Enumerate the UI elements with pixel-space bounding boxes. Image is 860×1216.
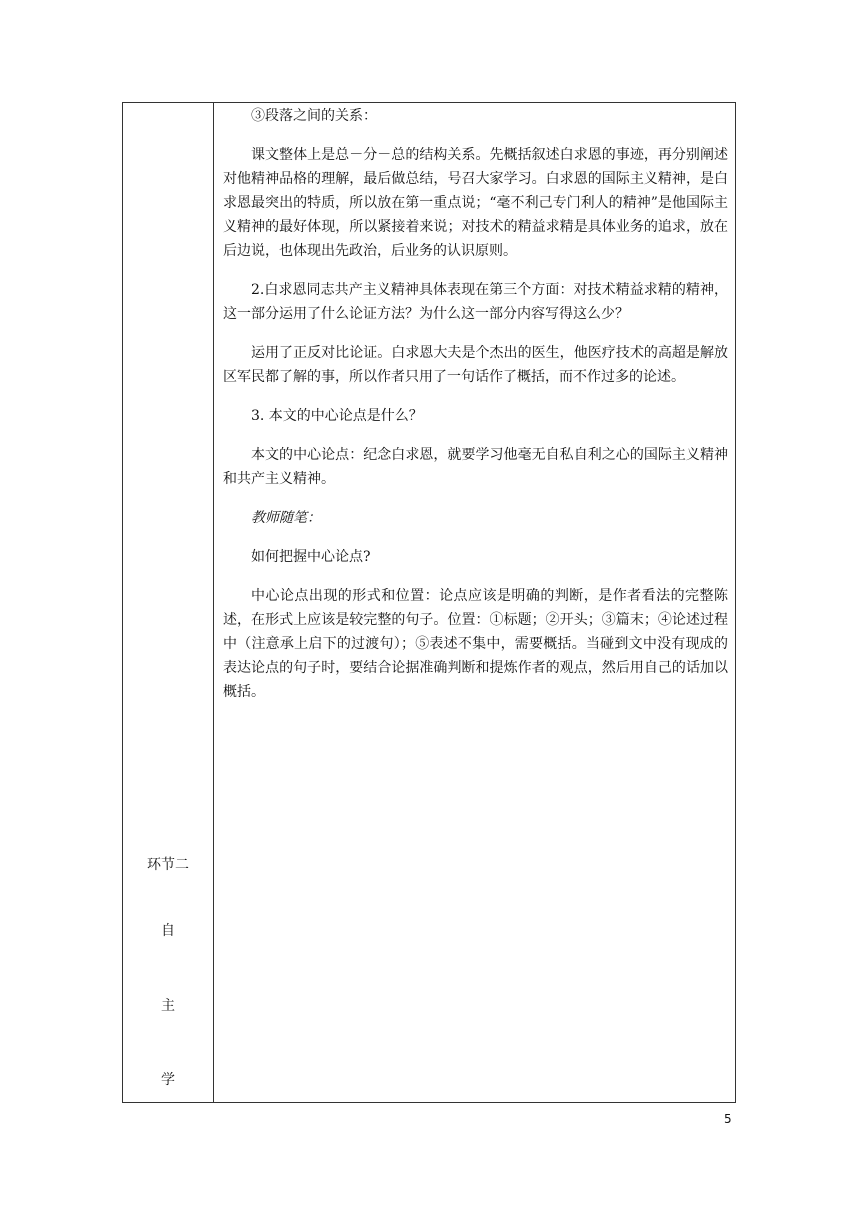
answer-3: 本文的中心论点：纪念白求恩，就要学习他毫无自私自利之心的国际主义精神和共产主义精神。 — [223, 447, 728, 487]
side-label-char-1: 自 — [161, 923, 175, 939]
side-label-char-2: 主 — [161, 998, 175, 1014]
paragraph-structure: 课文整体上是总－分－总的结构关系。先概括叙述白求恩的事迹，再分别阐述对他精神品格的理解，最后做总结，号召大家学习。白求恩的国际主义精神，是白求恩最突出的特质，所以放在第一重点说；“毫不利己专门利人的精神”是他国际主义精神的最好体现，所以紧接着来说；对技术的精益求精是具体业务的追求，放在后边说，也体现出先政治，后业务的认识原则。 — [223, 147, 728, 259]
page-number: 5 — [724, 1112, 732, 1126]
answer-2: 运用了正反对比论证。白求恩大夫是个杰出的医生，他医疗技术的高超是解放区军民都了解的事，所以作者只用了一句话作了概括，而不作过多的论述。 — [223, 345, 728, 385]
notes-answer: 中心论点出现的形式和位置：论点应该是明确的判断，是作者看法的完整陈述，在形式上应该是较完整的句子。位置：①标题；②开头；③篇末；④论述过程中（注意承上启下的过渡句）；⑤表述不集中，需要概括。当碰到文中没有现成的表达论点的句子时，要结合论据准确判断和提炼作者的观点，然后用自己的话加以概括。 — [223, 588, 728, 700]
side-label-section: 环节二 — [147, 857, 189, 873]
content-cell — [214, 103, 735, 704]
section-heading: ③段落之间的关系： — [251, 108, 377, 124]
lesson-table — [122, 102, 736, 1103]
notes-question: 如何把握中心论点? — [251, 549, 371, 565]
teacher-notes-label: 教师随笔： — [251, 510, 321, 526]
question-2: 2.白求恩同志共产主义精神具体表现在第三个方面：对技术精益求精的精神，这一部分运用了什么论证方法？为什么这一部分内容写得这么少？ — [223, 282, 728, 322]
side-label-char-3: 学 — [161, 1072, 175, 1088]
question-3: 3. 本文的中心论点是什么？ — [251, 408, 423, 424]
